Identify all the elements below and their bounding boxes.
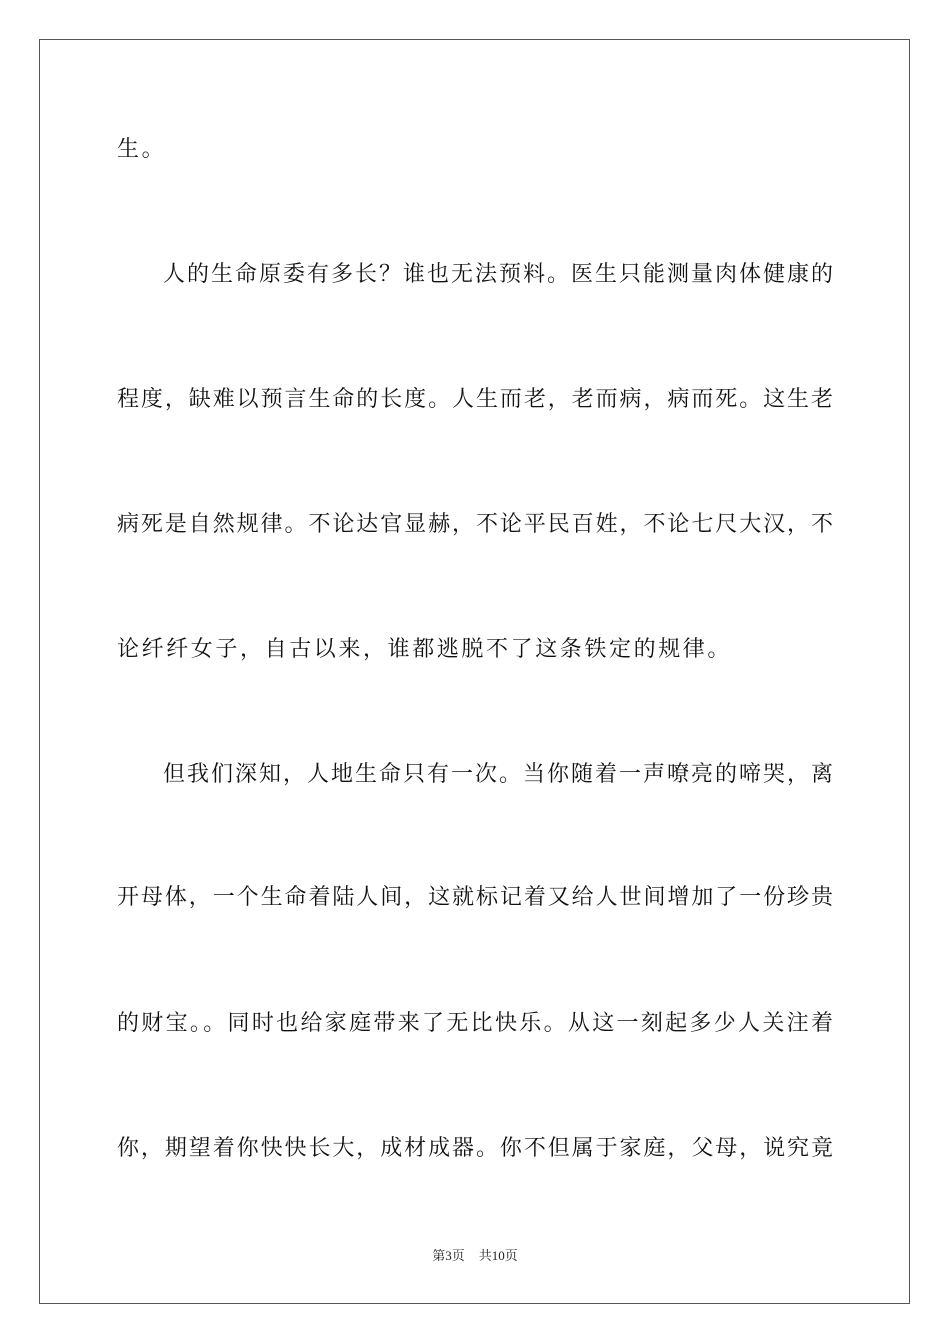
paragraph-2-line-2: 程度，缺难以预言生命的长度。人生而老，老而病，病而死。这生老 xyxy=(117,387,833,412)
paragraph-2-line-1: 人的生命原委有多长？谁也无法预料。医生只能测量肉体健康的 xyxy=(163,262,833,287)
paragraph-2-line-4: 论纤纤女子，自古以来，谁都逃脱不了这条铁定的规律。 xyxy=(117,637,733,662)
paragraph-3-line-4: 你，期望着你快快长大，成材成器。你不但属于家庭，父母，说究竟 xyxy=(117,1136,833,1161)
paragraph-3-line-2: 开母体，一个生命着陆人间，这就标记着又给人世间增加了一份珍贵 xyxy=(117,885,833,910)
page-footer xyxy=(0,1247,950,1265)
page-number: 第3页 xyxy=(432,1248,465,1263)
paragraph-3-line-3: 的财宝。。同时也给家庭带来了无比快乐。从这一刻起多少人关注着 xyxy=(117,1011,833,1036)
paragraph-2-line-3: 病死是自然规律。不论达官显赫，不论平民百姓，不论七尺大汉，不 xyxy=(117,512,833,537)
paragraph-3-line-1: 但我们深知，人地生命只有一次。当你随着一声嘹亮的啼哭，离 xyxy=(163,762,833,787)
page-total: 共10页 xyxy=(478,1248,518,1263)
text-line-1: 生。 xyxy=(117,137,167,162)
page-border xyxy=(39,39,910,1304)
